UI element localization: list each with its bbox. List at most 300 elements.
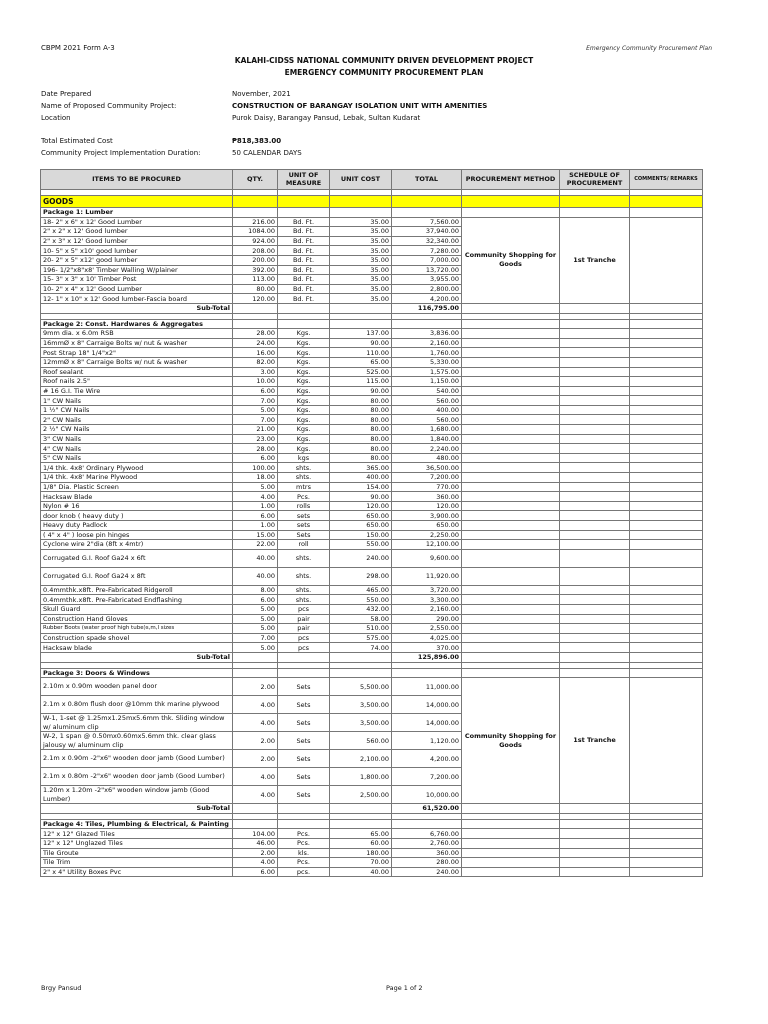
empty-cell bbox=[560, 415, 630, 425]
item-qty: 104.00 bbox=[233, 829, 278, 839]
empty-cell bbox=[330, 804, 392, 814]
item-qty: 28.00 bbox=[233, 329, 278, 339]
item-unit-cost: 35.00 bbox=[330, 275, 392, 285]
item-unit: Kgs. bbox=[278, 329, 330, 339]
empty-cell bbox=[630, 396, 703, 406]
item-qty: 4.00 bbox=[233, 696, 278, 714]
item-unit-cost: 35.00 bbox=[330, 227, 392, 237]
empty-cell bbox=[560, 549, 630, 567]
item-qty: 28.00 bbox=[233, 444, 278, 454]
item-unit: Kgs. bbox=[278, 377, 330, 387]
empty-cell bbox=[560, 196, 630, 208]
subtotal-value: 116,795.00 bbox=[392, 303, 462, 313]
item-qty: 5.00 bbox=[233, 405, 278, 415]
item-total: 2,240.00 bbox=[392, 444, 462, 454]
empty-cell bbox=[560, 633, 630, 643]
remarks-cell bbox=[630, 678, 703, 804]
item-total: 32,340.00 bbox=[392, 236, 462, 246]
empty-cell bbox=[630, 425, 703, 435]
subtotal-label: Sub-Total bbox=[41, 652, 233, 662]
item-qty: 1.00 bbox=[233, 501, 278, 511]
empty-cell bbox=[462, 501, 560, 511]
item-unit: Bd. Ft. bbox=[278, 284, 330, 294]
item-qty: 6.00 bbox=[233, 595, 278, 605]
item-unit-cost: 35.00 bbox=[330, 217, 392, 227]
item-total: 7,280.00 bbox=[392, 246, 462, 256]
empty-cell bbox=[462, 196, 560, 208]
empty-cell bbox=[560, 540, 630, 550]
item-unit-cost: 40.00 bbox=[330, 867, 392, 877]
item-name: Hacksaw Blade bbox=[41, 492, 233, 502]
item-name: 1/4 thk. 4x8' Ordinary Plywood bbox=[41, 463, 233, 473]
item-name: Tile Groute bbox=[41, 848, 233, 858]
empty-cell bbox=[462, 633, 560, 643]
item-name: 12" x 12" Glazed Tiles bbox=[41, 829, 233, 839]
item-total: 7,200.00 bbox=[392, 768, 462, 786]
item-name: 10- 5" x 5" x10' good lumber bbox=[41, 246, 233, 256]
empty-cell bbox=[278, 208, 330, 218]
item-name: Rubber Boots (water proof high tube)s,m,l sizes bbox=[41, 624, 233, 634]
item-name: 2.1m x 0.80m flush door @10mm thk marine plywood bbox=[41, 696, 233, 714]
subtotal-value: 125,896.00 bbox=[392, 652, 462, 662]
item-qty: 7.00 bbox=[233, 415, 278, 425]
empty-cell bbox=[330, 652, 392, 662]
empty-cell bbox=[630, 444, 703, 454]
package-title: Package 3: Doors & Windows bbox=[41, 668, 233, 678]
empty-cell bbox=[278, 303, 330, 313]
empty-cell bbox=[233, 819, 278, 829]
item-total: 560.00 bbox=[392, 396, 462, 406]
empty-cell bbox=[630, 386, 703, 396]
item-qty: 120.00 bbox=[233, 294, 278, 304]
item-name: Roof sealant bbox=[41, 367, 233, 377]
item-name: Skull Guard bbox=[41, 604, 233, 614]
item-qty: 392.00 bbox=[233, 265, 278, 275]
item-unit: Bd. Ft. bbox=[278, 294, 330, 304]
remarks-cell bbox=[630, 217, 703, 303]
item-total: 400.00 bbox=[392, 405, 462, 415]
col-unit: UNIT OF MEASURE bbox=[278, 170, 330, 190]
empty-cell bbox=[278, 196, 330, 208]
item-qty: 4.00 bbox=[233, 714, 278, 732]
item-unit-cost: 5,500.00 bbox=[330, 678, 392, 696]
item-total: 7,200.00 bbox=[392, 473, 462, 483]
item-total: 36,500.00 bbox=[392, 463, 462, 473]
item-row bbox=[41, 511, 703, 521]
empty-cell bbox=[630, 357, 703, 367]
item-name: 15- 3" x 3" x 10' Timber Post bbox=[41, 275, 233, 285]
duration-value: 50 CALENDAR DAYS bbox=[232, 149, 302, 157]
item-total: 2,760.00 bbox=[392, 838, 462, 848]
col-unit-cost: UNIT COST bbox=[330, 170, 392, 190]
item-unit-cost: 2,500.00 bbox=[330, 786, 392, 804]
item-unit-cost: 110.00 bbox=[330, 348, 392, 358]
item-unit: Sets bbox=[278, 714, 330, 732]
item-total: 240.00 bbox=[392, 867, 462, 877]
empty-cell bbox=[462, 652, 560, 662]
item-name: 1" CW Nails bbox=[41, 396, 233, 406]
empty-cell bbox=[462, 604, 560, 614]
item-unit-cost: 550.00 bbox=[330, 540, 392, 550]
item-unit-cost: 80.00 bbox=[330, 444, 392, 454]
procurement-method-cell: Community Shopping for Goods bbox=[462, 678, 560, 804]
empty-cell bbox=[560, 386, 630, 396]
empty-cell bbox=[462, 473, 560, 483]
item-row bbox=[41, 377, 703, 387]
package-title-row bbox=[41, 208, 703, 218]
table-header-row bbox=[41, 170, 703, 190]
item-name: Construction Hand Gloves bbox=[41, 614, 233, 624]
item-unit: pcs bbox=[278, 604, 330, 614]
item-name: 196- 1/2"x8"x8' Timber Walling W/plainer bbox=[41, 265, 233, 275]
empty-cell bbox=[278, 804, 330, 814]
empty-cell bbox=[462, 540, 560, 550]
empty-cell bbox=[462, 434, 560, 444]
item-name: 1/4 thk. 4x8' Marine Plywood bbox=[41, 473, 233, 483]
item-unit: pcs bbox=[278, 643, 330, 653]
empty-cell bbox=[560, 511, 630, 521]
item-qty: 7.00 bbox=[233, 396, 278, 406]
item-row bbox=[41, 425, 703, 435]
item-unit: Bd. Ft. bbox=[278, 246, 330, 256]
item-name: W-2, 1 span @ 0.50mx0.60mx5.6mm thk. clear glass jalousy w/ aluminum clip bbox=[41, 732, 233, 750]
item-row bbox=[41, 217, 703, 227]
item-unit: pcs bbox=[278, 633, 330, 643]
item-qty: 16.00 bbox=[233, 348, 278, 358]
item-total: 3,836.00 bbox=[392, 329, 462, 339]
goods-label: GOODS bbox=[41, 196, 233, 208]
item-name: Corrugated G.I. Roof Ga24 x 8ft bbox=[41, 567, 233, 585]
item-total: 3,900.00 bbox=[392, 511, 462, 521]
col-qty: QTY. bbox=[233, 170, 278, 190]
project-value: CONSTRUCTION OF BARANGAY ISOLATION UNIT WITH AMENITIES bbox=[232, 102, 488, 110]
item-total: 4,200.00 bbox=[392, 294, 462, 304]
item-unit: Sets bbox=[278, 530, 330, 540]
empty-cell bbox=[560, 521, 630, 531]
item-unit: shts. bbox=[278, 585, 330, 595]
item-unit: pair bbox=[278, 624, 330, 634]
item-total: 2,160.00 bbox=[392, 338, 462, 348]
empty-cell bbox=[560, 367, 630, 377]
empty-cell bbox=[630, 501, 703, 511]
item-qty: 15.00 bbox=[233, 530, 278, 540]
item-name: 10- 2" x 4" x 12' Good Lumber bbox=[41, 284, 233, 294]
item-total: 560.00 bbox=[392, 415, 462, 425]
package-title: Package 1: Lumber bbox=[41, 208, 233, 218]
item-qty: 5.00 bbox=[233, 643, 278, 653]
empty-cell bbox=[392, 668, 462, 678]
item-unit-cost: 90.00 bbox=[330, 492, 392, 502]
empty-cell bbox=[630, 405, 703, 415]
item-unit: shts. bbox=[278, 567, 330, 585]
item-unit: Kgs. bbox=[278, 425, 330, 435]
item-unit-cost: 80.00 bbox=[330, 453, 392, 463]
item-qty: 6.00 bbox=[233, 511, 278, 521]
empty-cell bbox=[630, 329, 703, 339]
empty-cell bbox=[630, 804, 703, 814]
item-unit: Kgs. bbox=[278, 444, 330, 454]
item-unit: Kgs. bbox=[278, 434, 330, 444]
empty-cell bbox=[560, 624, 630, 634]
item-unit: Kgs. bbox=[278, 338, 330, 348]
empty-cell bbox=[233, 668, 278, 678]
empty-cell bbox=[330, 319, 392, 329]
cost-label: Total Estimated Cost bbox=[41, 137, 113, 145]
empty-cell bbox=[462, 425, 560, 435]
empty-cell bbox=[630, 643, 703, 653]
subtotal-label: Sub-Total bbox=[41, 303, 233, 313]
item-unit-cost: 298.00 bbox=[330, 567, 392, 585]
item-unit: Kgs. bbox=[278, 357, 330, 367]
item-qty: 7.00 bbox=[233, 633, 278, 643]
schedule-cell: 1st Tranche bbox=[560, 217, 630, 303]
item-row bbox=[41, 624, 703, 634]
item-unit-cost: 365.00 bbox=[330, 463, 392, 473]
item-row bbox=[41, 838, 703, 848]
item-name: Roof nails 2.5" bbox=[41, 377, 233, 387]
item-unit-cost: 154.00 bbox=[330, 482, 392, 492]
item-name: 2.1m x 0.80m -2"x6" wooden door jamb (Good Lumber) bbox=[41, 768, 233, 786]
item-qty: 6.00 bbox=[233, 453, 278, 463]
item-total: 7,000.00 bbox=[392, 255, 462, 265]
empty-cell bbox=[560, 530, 630, 540]
empty-cell bbox=[560, 444, 630, 454]
empty-cell bbox=[462, 367, 560, 377]
empty-cell bbox=[560, 434, 630, 444]
item-unit: Pcs. bbox=[278, 829, 330, 839]
empty-cell bbox=[462, 867, 560, 877]
item-row bbox=[41, 549, 703, 567]
document-title-line2: EMERGENCY COMMUNITY PROCUREMENT PLAN bbox=[284, 68, 484, 77]
empty-cell bbox=[462, 549, 560, 567]
item-total: 3,720.00 bbox=[392, 585, 462, 595]
item-total: 5,330.00 bbox=[392, 357, 462, 367]
item-total: 11,920.00 bbox=[392, 567, 462, 585]
item-name: 18- 2" x 6" x 12' Good Lumber bbox=[41, 217, 233, 227]
item-row bbox=[41, 473, 703, 483]
item-name: 9mm dia. x 6.0m RSB bbox=[41, 329, 233, 339]
date-label: Date Prepared bbox=[41, 90, 92, 98]
empty-cell bbox=[560, 329, 630, 339]
empty-cell bbox=[560, 858, 630, 868]
item-name: 2" x 3" x 12' Good lumber bbox=[41, 236, 233, 246]
empty-cell bbox=[462, 643, 560, 653]
empty-cell bbox=[630, 338, 703, 348]
item-unit-cost: 1,800.00 bbox=[330, 768, 392, 786]
item-qty: 6.00 bbox=[233, 867, 278, 877]
item-total: 280.00 bbox=[392, 858, 462, 868]
empty-cell bbox=[462, 804, 560, 814]
item-name: 12mmØ x 8" Carraige Bolts w/ nut & washer bbox=[41, 357, 233, 367]
empty-cell bbox=[630, 604, 703, 614]
item-name: # 16 G.I. Tie Wire bbox=[41, 386, 233, 396]
item-unit-cost: 137.00 bbox=[330, 329, 392, 339]
item-row bbox=[41, 595, 703, 605]
empty-cell bbox=[560, 473, 630, 483]
item-unit-cost: 400.00 bbox=[330, 473, 392, 483]
item-qty: 4.00 bbox=[233, 768, 278, 786]
item-total: 2,800.00 bbox=[392, 284, 462, 294]
item-total: 540.00 bbox=[392, 386, 462, 396]
item-unit: Bd. Ft. bbox=[278, 275, 330, 285]
item-unit-cost: 58.00 bbox=[330, 614, 392, 624]
empty-cell bbox=[560, 604, 630, 614]
empty-cell bbox=[462, 819, 560, 829]
footer-page: Page 1 of 2 bbox=[386, 984, 423, 992]
item-unit: Sets bbox=[278, 678, 330, 696]
empty-cell bbox=[560, 804, 630, 814]
item-unit: Sets bbox=[278, 696, 330, 714]
item-qty: 4.00 bbox=[233, 858, 278, 868]
item-qty: 23.00 bbox=[233, 434, 278, 444]
empty-cell bbox=[560, 595, 630, 605]
empty-cell bbox=[630, 482, 703, 492]
item-qty: 40.00 bbox=[233, 549, 278, 567]
item-unit: shts. bbox=[278, 463, 330, 473]
empty-cell bbox=[278, 319, 330, 329]
empty-cell bbox=[560, 396, 630, 406]
item-total: 120.00 bbox=[392, 501, 462, 511]
empty-cell bbox=[462, 521, 560, 531]
empty-cell bbox=[560, 338, 630, 348]
item-qty: 5.00 bbox=[233, 614, 278, 624]
cost-value: ₱818,383.00 bbox=[232, 137, 282, 145]
item-row bbox=[41, 463, 703, 473]
empty-cell bbox=[630, 377, 703, 387]
item-name: 3" CW Nails bbox=[41, 434, 233, 444]
item-qty: 5.00 bbox=[233, 624, 278, 634]
empty-cell bbox=[392, 208, 462, 218]
empty-cell bbox=[560, 838, 630, 848]
empty-cell bbox=[233, 804, 278, 814]
table-body bbox=[41, 190, 703, 877]
item-total: 480.00 bbox=[392, 453, 462, 463]
item-unit: Kgs. bbox=[278, 386, 330, 396]
empty-cell bbox=[630, 463, 703, 473]
item-unit: pcs. bbox=[278, 867, 330, 877]
item-row bbox=[41, 338, 703, 348]
item-total: 10,000.00 bbox=[392, 786, 462, 804]
location-value: Purok Daisy, Barangay Pansud, Lebak, Sultan Kudarat bbox=[232, 114, 421, 122]
empty-cell bbox=[462, 624, 560, 634]
item-total: 1,760.00 bbox=[392, 348, 462, 358]
empty-cell bbox=[462, 405, 560, 415]
empty-cell bbox=[560, 463, 630, 473]
empty-cell bbox=[630, 633, 703, 643]
goods-row bbox=[41, 196, 703, 208]
item-unit: Kgs. bbox=[278, 405, 330, 415]
item-qty: 5.00 bbox=[233, 482, 278, 492]
item-qty: 82.00 bbox=[233, 357, 278, 367]
empty-cell bbox=[462, 444, 560, 454]
empty-cell bbox=[560, 482, 630, 492]
item-unit-cost: 2,100.00 bbox=[330, 750, 392, 768]
item-qty: 21.00 bbox=[233, 425, 278, 435]
item-qty: 4.00 bbox=[233, 492, 278, 502]
item-unit-cost: 35.00 bbox=[330, 246, 392, 256]
form-code: CBPM 2021 Form A-3 bbox=[41, 44, 115, 52]
package-title: Package 4: Tiles, Plumbing & Electrical, & Painting bbox=[41, 819, 233, 829]
empty-cell bbox=[560, 848, 630, 858]
empty-cell bbox=[630, 595, 703, 605]
item-unit-cost: 575.00 bbox=[330, 633, 392, 643]
item-row bbox=[41, 396, 703, 406]
item-qty: 216.00 bbox=[233, 217, 278, 227]
item-total: 360.00 bbox=[392, 848, 462, 858]
empty-cell bbox=[630, 838, 703, 848]
empty-cell bbox=[462, 303, 560, 313]
item-qty: 24.00 bbox=[233, 338, 278, 348]
empty-cell bbox=[278, 819, 330, 829]
item-row bbox=[41, 329, 703, 339]
item-total: 650.00 bbox=[392, 521, 462, 531]
item-total: 11,000.00 bbox=[392, 678, 462, 696]
item-name: 2.10m x 0.90m wooden panel door bbox=[41, 678, 233, 696]
item-name: 12- 1" x 10" x 12' Good lumber-Fascia board bbox=[41, 294, 233, 304]
item-unit: pair bbox=[278, 614, 330, 624]
item-row bbox=[41, 501, 703, 511]
item-unit: kgs bbox=[278, 453, 330, 463]
item-row bbox=[41, 453, 703, 463]
item-unit-cost: 3,500.00 bbox=[330, 696, 392, 714]
empty-cell bbox=[560, 453, 630, 463]
item-unit: Kgs. bbox=[278, 367, 330, 377]
item-unit: shts. bbox=[278, 549, 330, 567]
item-unit: Sets bbox=[278, 786, 330, 804]
item-unit: Bd. Ft. bbox=[278, 217, 330, 227]
item-row bbox=[41, 604, 703, 614]
item-unit-cost: 35.00 bbox=[330, 236, 392, 246]
item-row bbox=[41, 386, 703, 396]
item-row bbox=[41, 521, 703, 531]
item-total: 37,940.00 bbox=[392, 227, 462, 237]
item-unit-cost: 80.00 bbox=[330, 405, 392, 415]
item-unit-cost: 150.00 bbox=[330, 530, 392, 540]
empty-cell bbox=[462, 848, 560, 858]
empty-cell bbox=[630, 303, 703, 313]
empty-cell bbox=[462, 415, 560, 425]
empty-cell bbox=[462, 338, 560, 348]
item-name: Cyclone wire 2"dia (8ft x 4mtr) bbox=[41, 540, 233, 550]
item-total: 1,680.00 bbox=[392, 425, 462, 435]
empty-cell bbox=[630, 652, 703, 662]
package-title-row bbox=[41, 819, 703, 829]
item-unit-cost: 240.00 bbox=[330, 549, 392, 567]
item-qty: 924.00 bbox=[233, 236, 278, 246]
empty-cell bbox=[560, 614, 630, 624]
item-total: 1,575.00 bbox=[392, 367, 462, 377]
item-qty: 18.00 bbox=[233, 473, 278, 483]
item-name: 16mmØ x 8" Carraige Bolts w/ nut & washer bbox=[41, 338, 233, 348]
empty-cell bbox=[330, 668, 392, 678]
empty-cell bbox=[630, 819, 703, 829]
item-row bbox=[41, 492, 703, 502]
item-total: 13,720.00 bbox=[392, 265, 462, 275]
item-name: 0.4mmthk.x8ft. Pre-Fabricated Endflashing bbox=[41, 595, 233, 605]
item-row bbox=[41, 858, 703, 868]
empty-cell bbox=[462, 396, 560, 406]
item-qty: 40.00 bbox=[233, 567, 278, 585]
empty-cell bbox=[462, 386, 560, 396]
item-name: 2" x 4" Utility Boxes Pvc bbox=[41, 867, 233, 877]
empty-cell bbox=[560, 819, 630, 829]
item-unit: Bd. Ft. bbox=[278, 265, 330, 275]
empty-cell bbox=[330, 303, 392, 313]
item-row bbox=[41, 482, 703, 492]
item-unit-cost: 120.00 bbox=[330, 501, 392, 511]
item-unit-cost: 35.00 bbox=[330, 284, 392, 294]
col-method: PROCUREMENT METHOD bbox=[462, 170, 560, 190]
